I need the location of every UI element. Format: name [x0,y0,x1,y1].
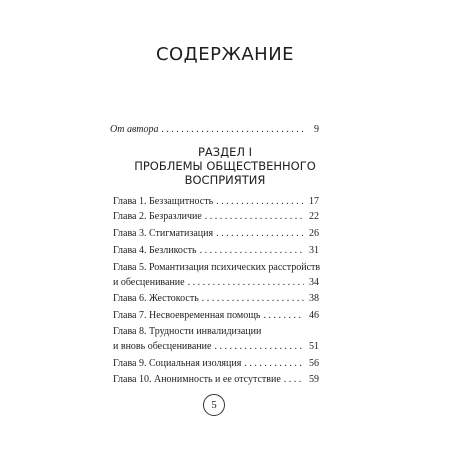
leader-dots [202,293,304,305]
toc-entry-page: 56 [309,358,319,369]
page-title: СОДЕРЖАНИЕ [155,44,295,65]
toc-entry-chapter-5[interactable] [113,277,319,289]
toc-entry-page: 9 [314,124,319,135]
toc-entry-chapter-7[interactable] [113,310,319,322]
toc-entry-label: Глава 9. Социальная изоляция [113,358,242,369]
toc-entry-label: Глава 7. Несвоевременная помощь [113,310,261,321]
leader-dots [162,124,304,136]
leader-dots [214,341,304,353]
toc-entry-chapter-2[interactable] [113,211,319,223]
leader-dots [216,228,304,240]
toc-entry-page: 22 [309,211,319,222]
section-title-line2: ВОСПРИЯТИЯ [184,173,266,187]
toc-entry-page: 31 [309,245,319,256]
toc-entry-chapter-1[interactable] [113,196,319,208]
toc-entry-label: Глава 3. Стигматизация [113,228,214,239]
toc-entry-page: 17 [309,196,319,207]
toc-entry-label: Глава 1. Беззащитность [113,196,214,207]
toc-entry-label: и обесценивание [113,277,185,288]
toc-entry-chapter-3[interactable] [113,228,319,240]
section-heading [0,145,450,187]
toc-entry-from-author[interactable] [110,124,319,136]
section-title-line1: ПРОБЛЕМЫ ОБЩЕСТВЕННОГО [134,159,316,173]
toc-entry-label: Глава 2. Безразличие [113,211,202,222]
toc-entry-label: От автора [110,124,159,135]
toc-entry-label: и вновь обесценивание [113,341,212,352]
leader-dots [205,211,304,223]
toc-entry-chapter-4[interactable] [113,245,319,257]
toc-entry-page: 59 [309,374,319,385]
toc-entry-label: Глава 10. Анонимность и ее отсутствие [113,374,281,385]
toc-entry-page: 38 [309,293,319,304]
toc-entry-chapter-10[interactable] [113,374,319,386]
toc-entry-page: 51 [309,341,319,352]
toc-entry-chapter-6[interactable] [113,293,319,305]
leader-dots [244,358,304,370]
page-number-badge [203,394,225,416]
page-number: 5 [211,399,217,411]
toc-entry-label: Глава 6. Жестокость [113,293,199,304]
toc-entry-chapter-8[interactable] [113,341,319,353]
section-number: РАЗДЕЛ I [197,145,253,159]
leader-dots [200,245,304,257]
toc-entry-page: 46 [309,310,319,321]
leader-dots [263,310,304,322]
toc-entry-page: 26 [309,228,319,239]
toc-entry-label: Глава 4. Безликость [113,245,197,256]
toc-entry-chapter-8-line1[interactable]: Глава 8. Трудности инвалидизации [113,326,262,337]
leader-dots [284,374,304,386]
leader-dots [188,277,304,289]
leader-dots [216,196,304,208]
toc-entry-chapter-9[interactable] [113,358,319,370]
toc-entry-chapter-5-line1[interactable]: Глава 5. Романтизация психических расстройств [113,262,321,273]
toc-entry-page: 34 [309,277,319,288]
